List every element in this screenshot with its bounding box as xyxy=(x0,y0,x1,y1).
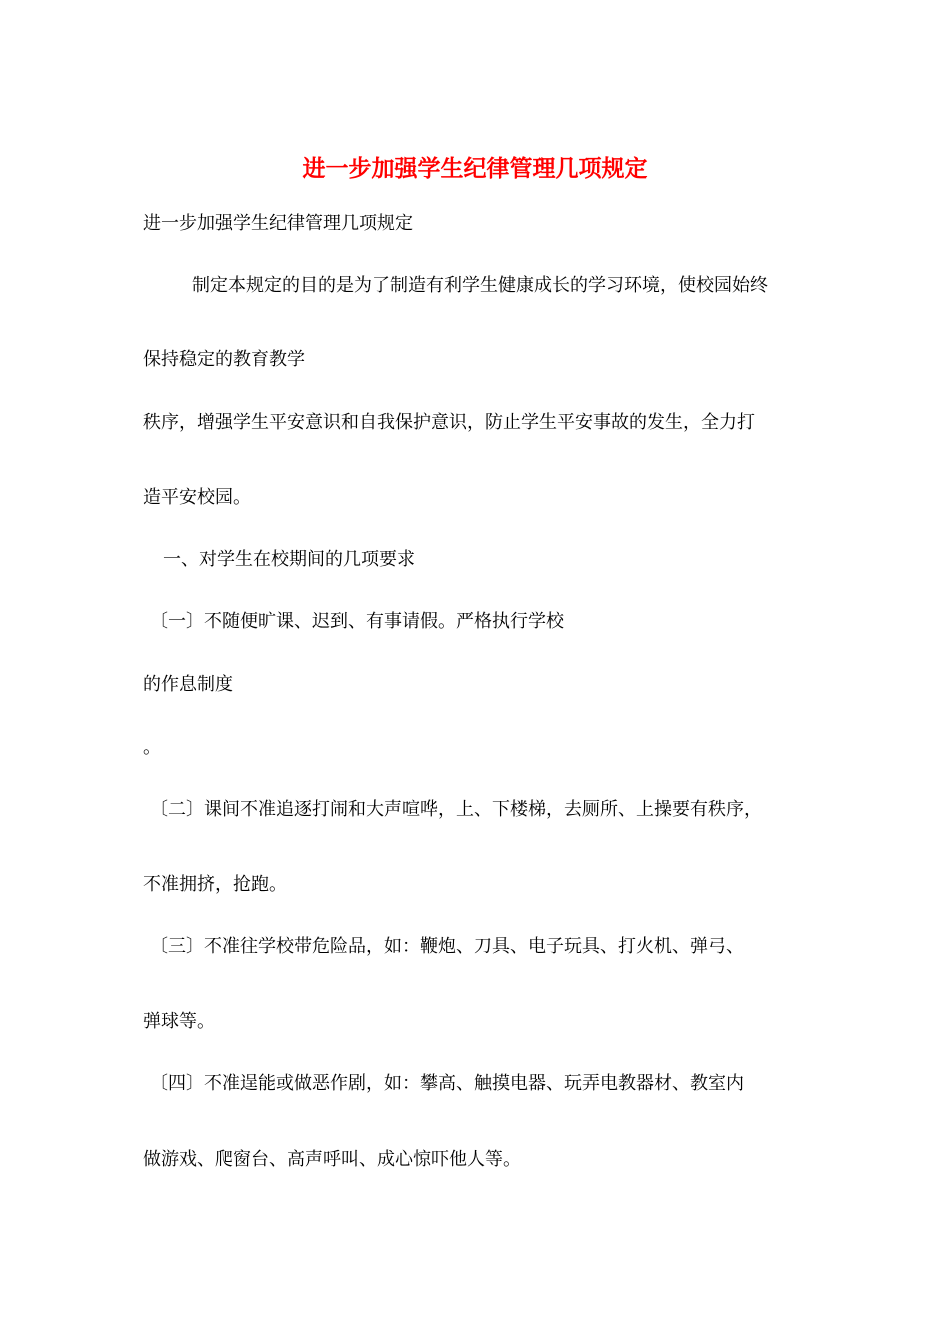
paragraph-line: 造平安校园。 xyxy=(143,487,251,508)
list-item-line: 。 xyxy=(143,737,161,758)
list-item-line: 〔一〕不随便旷课、迟到、有事请假。严格执行学校 xyxy=(150,611,564,632)
list-item-line: 〔四〕不准逞能或做恶作剧，如：攀高、触摸电器、玩弄电教器材、教室内 xyxy=(150,1073,744,1094)
list-item-line: 的作息制度 xyxy=(143,674,233,695)
list-item-line: 〔二〕课间不准追逐打闹和大声喧哗，上、下楼梯，去厕所、上操要有秩序， xyxy=(150,799,762,820)
list-item-line: 〔三〕不准往学校带危险品，如：鞭炮、刀具、电子玩具、打火机、弹弓、 xyxy=(150,936,744,957)
list-item-line: 不准拥挤，抢跑。 xyxy=(143,874,287,895)
paragraph-line: 保持稳定的教育教学 xyxy=(143,349,305,370)
paragraph-line: 秩序，增强学生平安意识和自我保护意识，防止学生平安事故的发生，全力打 xyxy=(143,412,755,433)
paragraph-line: 制定本规定的目的是为了制造有利学生健康成长的学习环境，使校园始终 xyxy=(192,275,768,296)
document-title: 进一步加强学生纪律管理几项规定 xyxy=(302,155,648,182)
list-item-line: 弹球等。 xyxy=(143,1011,215,1032)
section-heading: 一、对学生在校期间的几项要求 xyxy=(163,549,415,570)
list-item-line: 做游戏、爬窗台、高声呼叫、成心惊吓他人等。 xyxy=(143,1149,521,1170)
subtitle-line: 进一步加强学生纪律管理几项规定 xyxy=(143,213,413,234)
